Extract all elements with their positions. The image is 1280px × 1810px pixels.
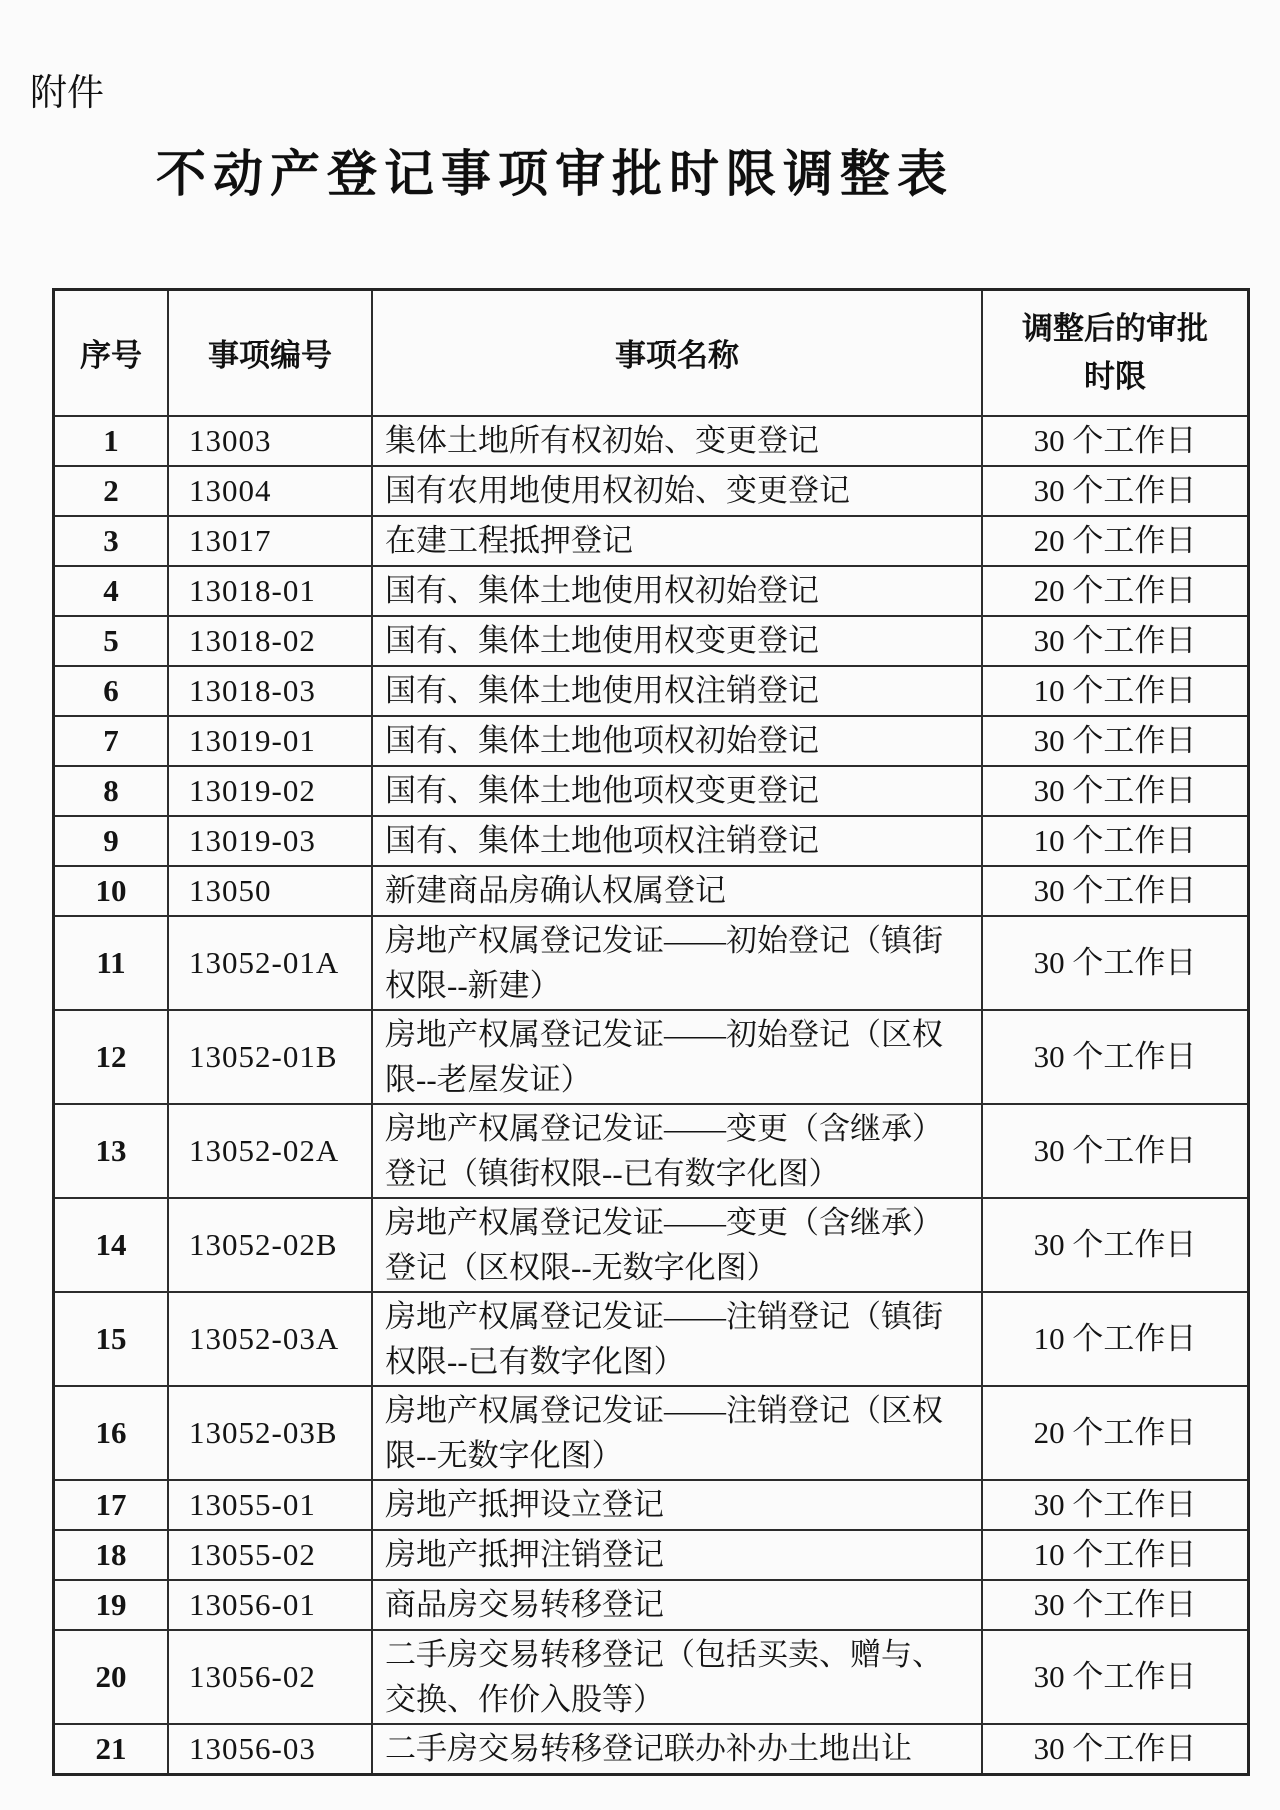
table-row [54,1104,1249,1198]
cell-item-code: 13055-01 [168,1480,372,1530]
cell-time-limit: 30 个工作日 [982,1198,1249,1292]
header-item-code: 事项编号 [168,290,372,416]
cell-item-code: 13055-02 [168,1530,372,1580]
cell-time-limit: 20 个工作日 [982,516,1249,566]
cell-item-code: 13056-03 [168,1724,372,1775]
cell-item-code: 13019-03 [168,816,372,866]
cell-time-limit: 30 个工作日 [982,466,1249,516]
cell-item-name: 国有、集体土地他项权初始登记 [372,716,982,766]
cell-item-name: 国有、集体土地他项权注销登记 [372,816,982,866]
cell-item-name: 房地产权属登记发证——注销登记（区权限--无数字化图） [372,1386,982,1480]
cell-serial-number: 17 [54,1480,169,1530]
cell-serial-number: 15 [54,1292,169,1386]
cell-item-name: 国有、集体土地使用权初始登记 [372,566,982,616]
table-row [54,1580,1249,1630]
cell-time-limit: 30 个工作日 [982,866,1249,916]
cell-time-limit: 30 个工作日 [982,416,1249,466]
cell-item-name: 国有农用地使用权初始、变更登记 [372,466,982,516]
cell-time-limit: 10 个工作日 [982,1292,1249,1386]
approval-time-limit-table [52,288,1250,1776]
table-row [54,666,1249,716]
table-row [54,1198,1249,1292]
header-serial-number: 序号 [54,290,169,416]
cell-item-code: 13019-02 [168,766,372,816]
cell-serial-number: 8 [54,766,169,816]
table-header-row [54,290,1249,416]
cell-item-name: 国有、集体土地使用权注销登记 [372,666,982,716]
cell-item-code: 13004 [168,466,372,516]
cell-time-limit: 30 个工作日 [982,1010,1249,1104]
cell-serial-number: 12 [54,1010,169,1104]
cell-serial-number: 5 [54,616,169,666]
cell-item-name: 房地产权属登记发证——初始登记（区权限--老屋发证） [372,1010,982,1104]
cell-serial-number: 4 [54,566,169,616]
table-row [54,416,1249,466]
cell-time-limit: 30 个工作日 [982,766,1249,816]
cell-serial-number: 2 [54,466,169,516]
cell-time-limit: 10 个工作日 [982,666,1249,716]
cell-item-name: 在建工程抵押登记 [372,516,982,566]
cell-item-name: 房地产权属登记发证——初始登记（镇街权限--新建） [372,916,982,1010]
cell-item-name: 房地产抵押设立登记 [372,1480,982,1530]
cell-serial-number: 21 [54,1724,169,1775]
cell-serial-number: 9 [54,816,169,866]
cell-item-name: 新建商品房确认权属登记 [372,866,982,916]
table-row [54,816,1249,866]
table-row [54,1386,1249,1480]
cell-item-name: 二手房交易转移登记联办补办土地出让 [372,1724,982,1775]
cell-item-code: 13052-01A [168,916,372,1010]
attachment-label: 附件 [30,72,104,113]
cell-item-code: 13018-02 [168,616,372,666]
cell-time-limit: 30 个工作日 [982,616,1249,666]
cell-time-limit: 10 个工作日 [982,1530,1249,1580]
header-adjusted-limit-text: 调整后的审批时限 [1022,310,1208,394]
table-row [54,1010,1249,1104]
cell-item-code: 13019-01 [168,716,372,766]
cell-serial-number: 11 [54,916,169,1010]
cell-time-limit: 30 个工作日 [982,716,1249,766]
cell-time-limit: 10 个工作日 [982,816,1249,866]
cell-serial-number: 10 [54,866,169,916]
header-item-name: 事项名称 [372,290,982,416]
cell-serial-number: 1 [54,416,169,466]
cell-item-code: 13052-03A [168,1292,372,1386]
cell-time-limit: 30 个工作日 [982,916,1249,1010]
table-row [54,716,1249,766]
cell-serial-number: 13 [54,1104,169,1198]
cell-serial-number: 3 [54,516,169,566]
table-row [54,1480,1249,1530]
table-row [54,1292,1249,1386]
table-row [54,1724,1249,1775]
table-row [54,866,1249,916]
cell-item-code: 13017 [168,516,372,566]
cell-item-code: 13050 [168,866,372,916]
cell-serial-number: 18 [54,1530,169,1580]
cell-time-limit: 30 个工作日 [982,1480,1249,1530]
table-row [54,466,1249,516]
cell-item-name: 国有、集体土地他项权变更登记 [372,766,982,816]
cell-item-name: 二手房交易转移登记（包括买卖、赠与、交换、作价入股等） [372,1630,982,1724]
cell-item-name: 房地产抵押注销登记 [372,1530,982,1580]
table-row [54,1530,1249,1580]
cell-time-limit: 20 个工作日 [982,566,1249,616]
cell-item-name: 集体土地所有权初始、变更登记 [372,416,982,466]
cell-serial-number: 16 [54,1386,169,1480]
cell-time-limit: 30 个工作日 [982,1580,1249,1630]
table-row [54,566,1249,616]
table-row [54,766,1249,816]
cell-item-name: 国有、集体土地使用权变更登记 [372,616,982,666]
cell-item-name: 房地产权属登记发证——变更（含继承）登记（镇街权限--已有数字化图） [372,1104,982,1198]
cell-item-code: 13052-02A [168,1104,372,1198]
cell-item-code: 13052-03B [168,1386,372,1480]
cell-serial-number: 7 [54,716,169,766]
cell-item-code: 13003 [168,416,372,466]
cell-serial-number: 6 [54,666,169,716]
table-row [54,616,1249,666]
cell-item-code: 13056-02 [168,1630,372,1724]
table-row [54,516,1249,566]
header-adjusted-limit [982,290,1249,416]
table-row [54,1630,1249,1724]
document-title: 不动产登记事项审批时限调整表 [156,146,954,202]
cell-time-limit: 30 个工作日 [982,1724,1249,1775]
cell-time-limit: 20 个工作日 [982,1386,1249,1480]
cell-item-name: 商品房交易转移登记 [372,1580,982,1630]
cell-item-code: 13018-01 [168,566,372,616]
cell-item-code: 13052-01B [168,1010,372,1104]
cell-item-code: 13018-03 [168,666,372,716]
cell-item-name: 房地产权属登记发证——变更（含继承）登记（区权限--无数字化图） [372,1198,982,1292]
cell-serial-number: 19 [54,1580,169,1630]
cell-time-limit: 30 个工作日 [982,1630,1249,1724]
cell-serial-number: 14 [54,1198,169,1292]
cell-item-code: 13052-02B [168,1198,372,1292]
table-row [54,916,1249,1010]
cell-serial-number: 20 [54,1630,169,1724]
cell-item-name: 房地产权属登记发证——注销登记（镇街权限--已有数字化图） [372,1292,982,1386]
cell-time-limit: 30 个工作日 [982,1104,1249,1198]
cell-item-code: 13056-01 [168,1580,372,1630]
